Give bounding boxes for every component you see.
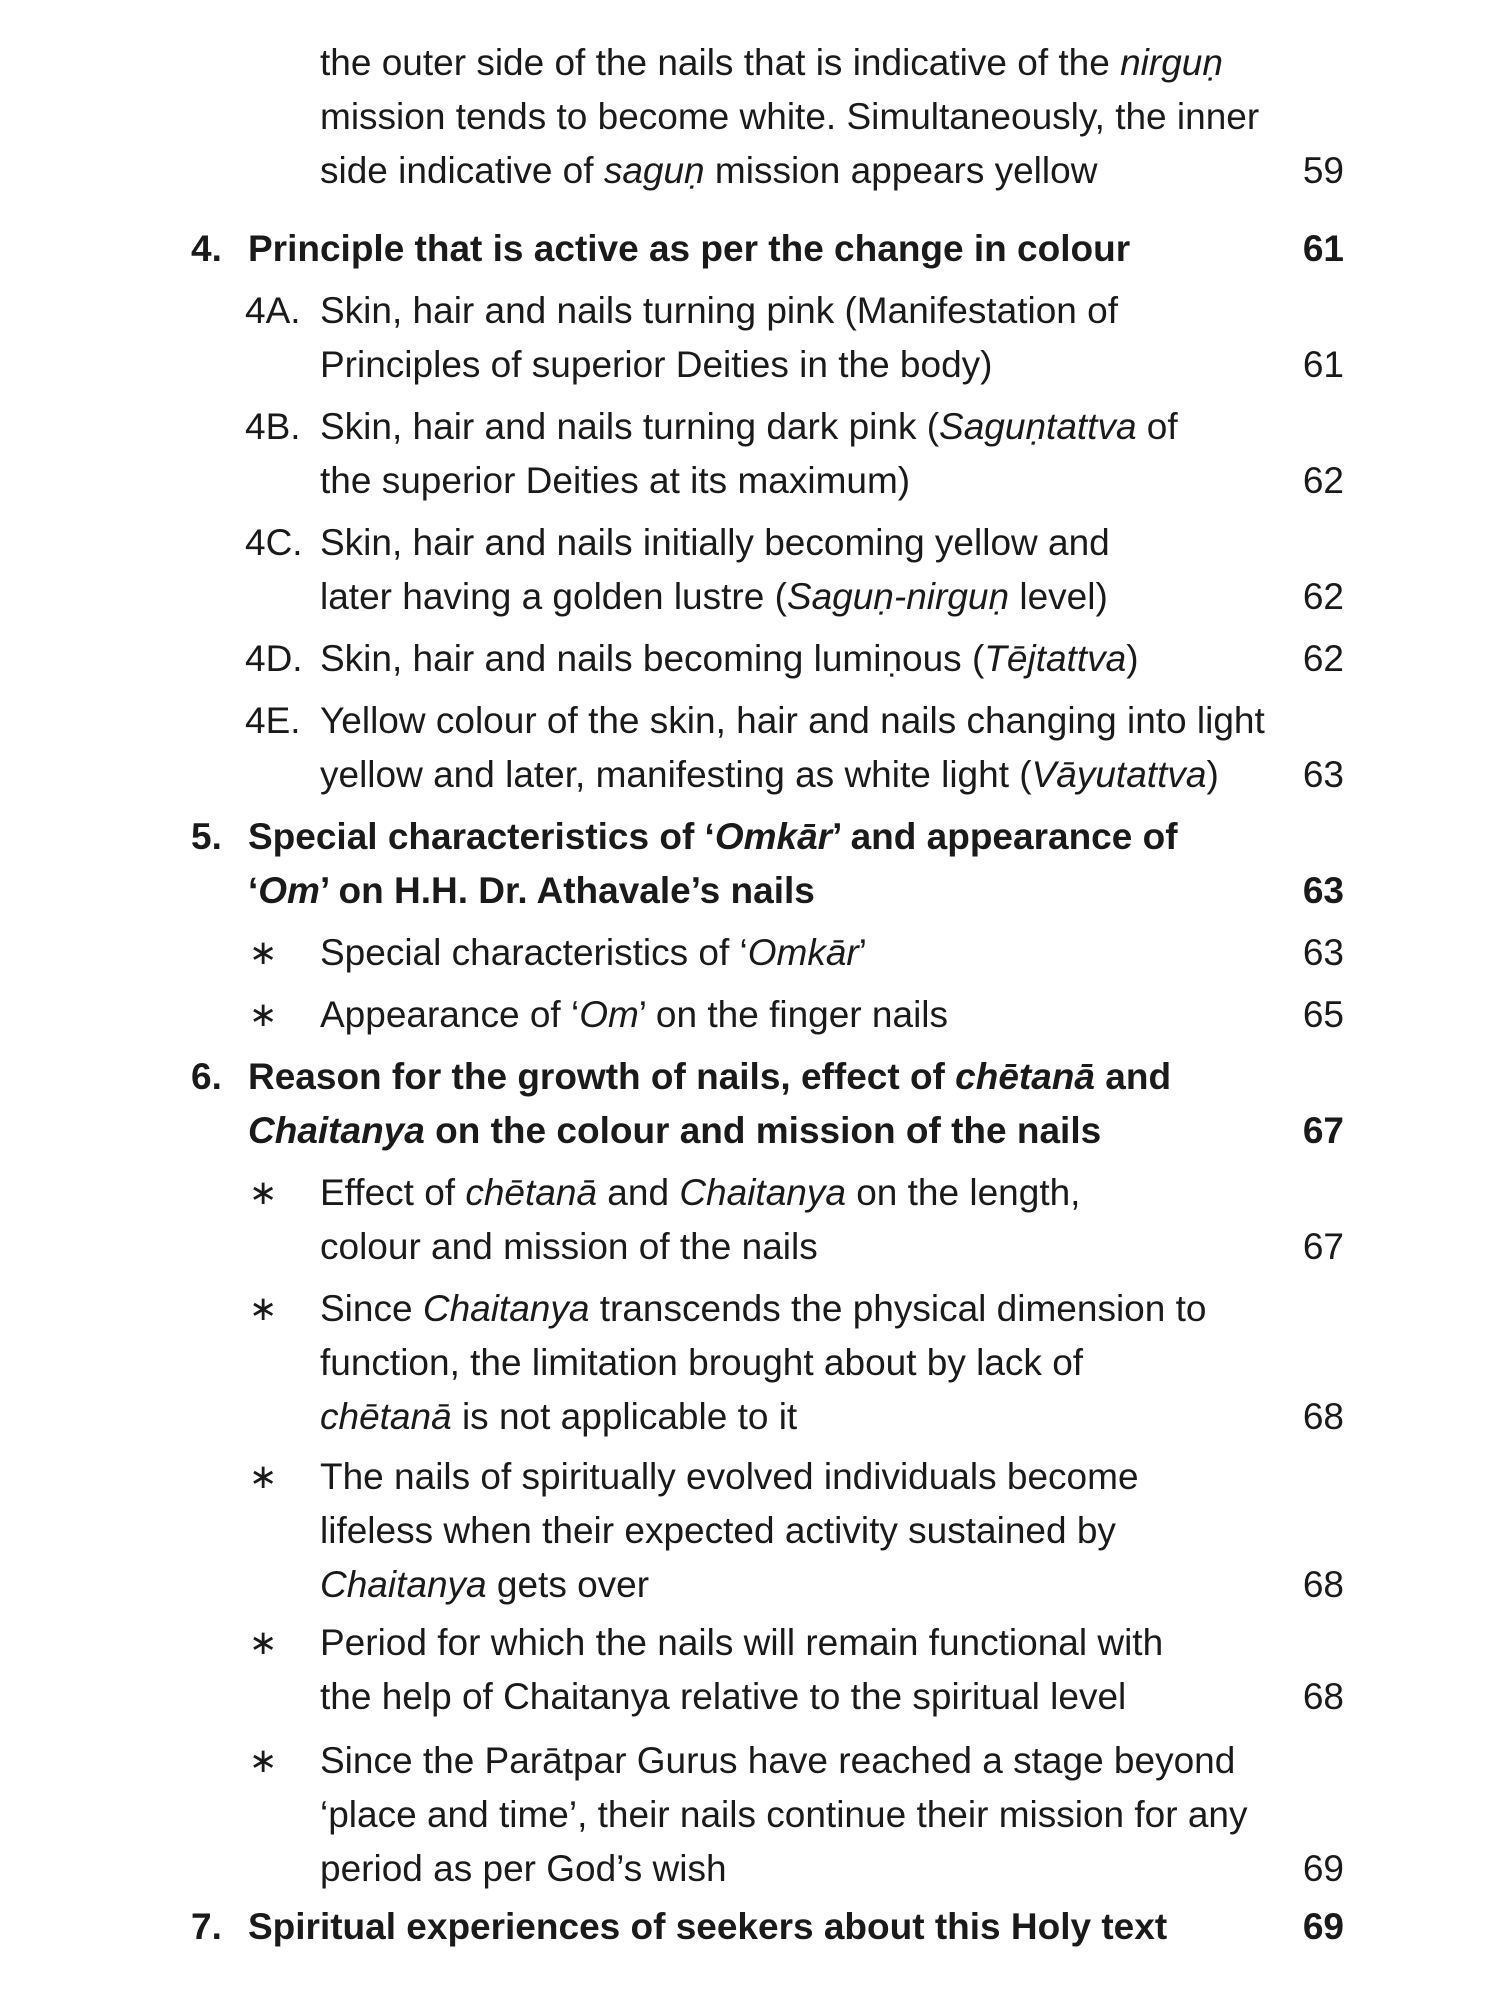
entry-number: 4.	[191, 228, 222, 269]
entry-text-line	[0, 864, 1500, 918]
entry-text-line	[0, 1166, 1500, 1220]
toc-entry-bullet	[0, 1166, 1500, 1274]
entry-text-line	[0, 1504, 1500, 1558]
text-run: the superior Deities at its maximum)	[320, 460, 911, 501]
toc-entry-heading	[0, 1050, 1500, 1158]
entry-text-line	[0, 926, 1500, 980]
text-run: Special characteristics of ‘	[248, 816, 715, 857]
text-run: Skin, hair and nails turning dark pink (	[320, 406, 940, 447]
entry-text-line	[0, 338, 1500, 392]
entry-text-line	[0, 1734, 1500, 1788]
toc-entry-heading	[0, 1900, 1500, 1954]
italic-term: nirguṇ	[1120, 42, 1223, 83]
italic-term: Om	[579, 994, 639, 1035]
text-run: is not applicable to it	[451, 1396, 798, 1437]
entry-number: 7.	[191, 1906, 222, 1947]
toc-entry-sub	[0, 284, 1500, 392]
bullet-icon: ∗	[249, 934, 278, 972]
entry-text-line	[0, 516, 1500, 570]
text-run: and	[1095, 1056, 1172, 1097]
italic-term: Chaitanya	[248, 1110, 425, 1151]
entry-number: 4A.	[245, 290, 301, 331]
text-run: The nails of spiritually evolved individuals become	[320, 1456, 1139, 1497]
text-run: )	[1206, 754, 1219, 795]
text-run: ’	[858, 932, 867, 973]
text-run: Special characteristics of ‘	[320, 932, 748, 973]
page-number: 63	[1302, 870, 1344, 911]
entry-text-line	[0, 1050, 1500, 1104]
entry-text-line	[0, 748, 1500, 802]
toc-entry-sub	[0, 632, 1500, 686]
toc-entry-sub	[0, 516, 1500, 624]
italic-term: Saguṇtattva	[939, 406, 1137, 447]
text-run: later having a golden lustre (	[320, 576, 787, 617]
toc-entry-sub	[0, 694, 1500, 802]
page-number: 63	[1302, 754, 1344, 795]
text-run: Skin, hair and nails initially becoming yellow and	[320, 522, 1110, 563]
toc-entry-bullet	[0, 926, 1500, 980]
italic-term: chētanā	[465, 1172, 598, 1213]
italic-term: Omkār	[747, 932, 859, 973]
text-run: Yellow colour of the skin, hair and nails changing into light	[320, 700, 1265, 741]
text-run: Principles of superior Deities in the body)	[320, 344, 993, 385]
text-run: ’ on the finger nails	[638, 994, 949, 1035]
text-run: period as per God’s wish	[320, 1848, 727, 1889]
italic-term: Vāyutattva	[1031, 754, 1207, 795]
entry-text-line	[0, 222, 1500, 276]
text-run: Principle that is active as per the change in colour	[248, 228, 1131, 269]
page-number: 61	[1302, 344, 1344, 385]
entry-text-line	[0, 1616, 1500, 1670]
text-run: the outer side of the nails that is indicative of the	[320, 42, 1121, 83]
text-run: function, the limitation brought about by lack of	[320, 1342, 1084, 1383]
italic-term: Chaitanya	[422, 1288, 590, 1329]
entry-text-line	[0, 1390, 1500, 1444]
text-run: side indicative of	[320, 150, 604, 191]
entry-text-line	[0, 284, 1500, 338]
italic-term: chētanā	[955, 1056, 1095, 1097]
text-run: lifeless when their expected activity sustained by	[320, 1510, 1116, 1551]
page-number: 62	[1302, 576, 1344, 617]
text-run: Since the Parātpar Gurus have reached a stage beyond	[320, 1740, 1236, 1781]
entry-text-line	[0, 1104, 1500, 1158]
entry-text-line	[0, 570, 1500, 624]
text-run: Appearance of ‘	[320, 994, 580, 1035]
page-number: 63	[1302, 932, 1344, 973]
entry-text-line	[0, 1842, 1500, 1896]
entry-number: 4C.	[245, 522, 303, 563]
text-run: mission tends to become white. Simultaneously, the inner	[320, 96, 1260, 137]
page-number: 61	[1302, 228, 1344, 269]
entry-text-line	[0, 1900, 1500, 1954]
entry-text-line	[0, 1336, 1500, 1390]
entry-number: 4B.	[245, 406, 301, 447]
italic-term: Tējtattva	[984, 638, 1127, 679]
text-run: gets over	[486, 1564, 650, 1605]
entry-text-line	[0, 400, 1500, 454]
page-number: 68	[1302, 1396, 1344, 1437]
entry-text-line	[0, 1282, 1500, 1336]
text-run: colour and mission of the nails	[320, 1226, 818, 1267]
entry-text-line	[0, 1220, 1500, 1274]
bullet-icon: ∗	[249, 1742, 278, 1780]
toc-entry-bullet	[0, 1734, 1500, 1896]
italic-term: Omkār	[714, 816, 833, 857]
page-number: 69	[1302, 1906, 1344, 1947]
italic-term: Chaitanya	[679, 1172, 846, 1213]
toc-entry-sub	[0, 400, 1500, 508]
text-run: transcends the physical dimension to	[589, 1288, 1207, 1329]
text-run: on the length,	[845, 1172, 1081, 1213]
text-run: ’ and appearance of	[832, 816, 1178, 857]
page-number: 67	[1302, 1226, 1344, 1267]
bullet-icon: ∗	[249, 1174, 278, 1212]
text-run: and	[597, 1172, 680, 1213]
text-run: yellow and later, manifesting as white light (	[320, 754, 1032, 795]
entry-text-line	[0, 1450, 1500, 1504]
entry-number: 6.	[191, 1056, 222, 1097]
entry-text-line	[0, 454, 1500, 508]
bullet-icon: ∗	[249, 1290, 278, 1328]
page-number: 68	[1302, 1676, 1344, 1717]
toc-entry-bullet	[0, 988, 1500, 1042]
page-number: 59	[1302, 150, 1344, 191]
italic-term: Saguṇ-nirguṇ	[786, 576, 1010, 617]
entry-text-line	[0, 810, 1500, 864]
entry-text-line	[0, 632, 1500, 686]
text-run: ‘place and time’, their nails continue their mission for any	[320, 1794, 1248, 1835]
entry-text-line	[0, 1558, 1500, 1612]
italic-term: saguṇ	[603, 150, 705, 191]
text-run: on the colour and mission of the nails	[424, 1110, 1102, 1151]
text-run: level)	[1009, 576, 1108, 617]
entry-text-line	[0, 988, 1500, 1042]
text-run: Since	[320, 1288, 423, 1329]
toc-entry-bullet	[0, 1450, 1500, 1612]
entry-text-line	[0, 1670, 1500, 1724]
entry-number: 4D.	[245, 638, 303, 679]
page-number: 62	[1302, 638, 1344, 679]
text-run: of	[1136, 406, 1178, 447]
text-run: ‘	[248, 870, 259, 911]
page-number: 67	[1302, 1110, 1344, 1151]
entry-number: 4E.	[245, 700, 301, 741]
entry-text-line	[0, 1788, 1500, 1842]
entry-text-line	[0, 36, 1500, 90]
text-run: Period for which the nails will remain functional with	[320, 1622, 1164, 1663]
entry-text-line	[0, 90, 1500, 144]
page-number: 69	[1302, 1848, 1344, 1889]
toc-entry-continuation	[0, 36, 1500, 198]
text-run: Spiritual experiences of seekers about this Holy text	[248, 1906, 1168, 1947]
italic-term: Chaitanya	[320, 1564, 487, 1605]
page-number: 68	[1302, 1564, 1344, 1605]
text-run: Skin, hair and nails becoming lumiṇous (	[320, 638, 985, 679]
entry-number: 5.	[191, 816, 222, 857]
toc-entry-bullet	[0, 1282, 1500, 1444]
toc-entry-bullet	[0, 1616, 1500, 1724]
entry-text-line	[0, 694, 1500, 748]
text-run: mission appears yellow	[704, 150, 1098, 191]
toc-entry-heading	[0, 222, 1500, 276]
page-number: 65	[1302, 994, 1344, 1035]
italic-term: Om	[258, 870, 320, 911]
page-number: 62	[1302, 460, 1344, 501]
text-run: Reason for the growth of nails, effect of	[248, 1056, 956, 1097]
text-run: )	[1126, 638, 1139, 679]
bullet-icon: ∗	[249, 996, 278, 1034]
text-run: the help of Chaitanya relative to the spiritual level	[320, 1676, 1127, 1717]
text-run: ’ on H.H. Dr. Athavale’s nails	[319, 870, 815, 911]
italic-term: chētanā	[320, 1396, 452, 1437]
bullet-icon: ∗	[249, 1624, 278, 1662]
bullet-icon: ∗	[249, 1458, 278, 1496]
entry-text-line	[0, 144, 1500, 198]
text-run: Effect of	[320, 1172, 466, 1213]
text-run: Skin, hair and nails turning pink (Manifestation of	[320, 290, 1118, 331]
toc-entry-heading	[0, 810, 1500, 918]
